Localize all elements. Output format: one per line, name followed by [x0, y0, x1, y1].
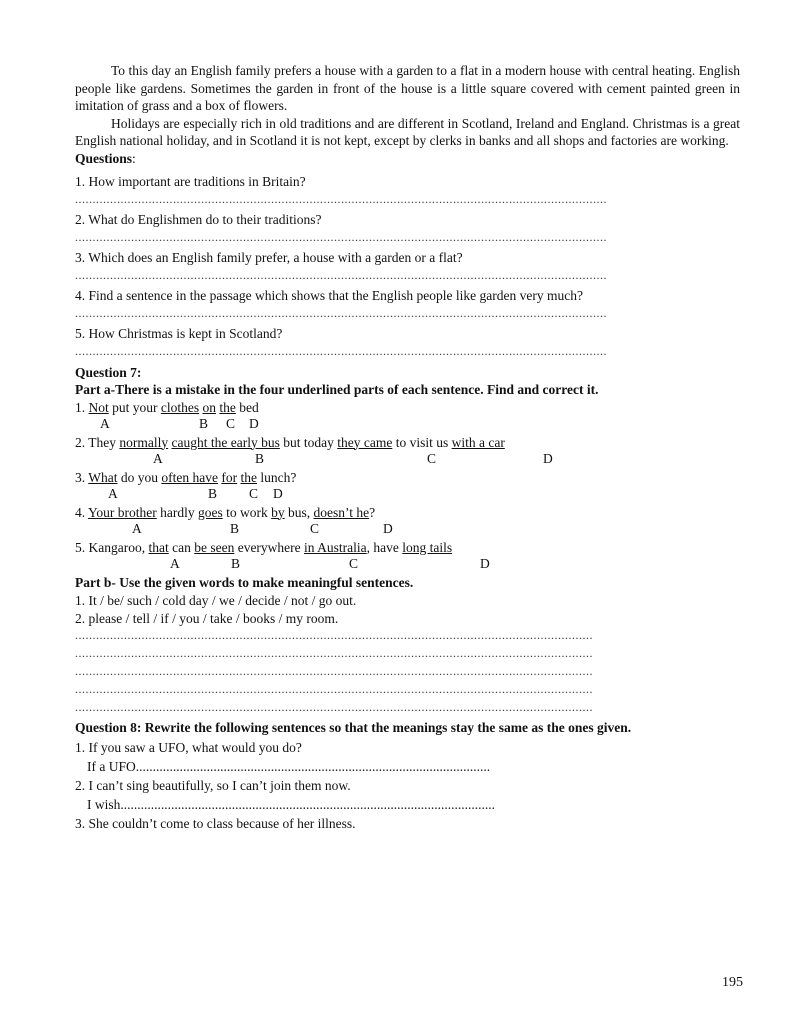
answer-line: ........................................................................................................................................................ [75, 267, 607, 282]
mistake-sentence-1: 1. Not put your clothes on the bed [75, 399, 259, 415]
question-1: 1. How important are traditions in Britain? [75, 173, 306, 189]
option-letters-4: A B C D [132, 520, 393, 536]
rewrite-sentence-3: 3. She couldn’t come to class because of her illness. [75, 815, 356, 831]
option-letters-2: A B C D [153, 450, 553, 466]
answer-line: .................................................................................................................................................... [75, 645, 593, 660]
answer-line: .................................................................................................................................................... [75, 699, 593, 714]
question-2: 2. What do Englishmen do to their traditions? [75, 211, 322, 227]
answer-line: ........................................................................................................................................................ [75, 191, 607, 206]
document-page [75, 62, 740, 833]
question-4: 4. Find a sentence in the passage which shows that the English people like garden very much? [75, 287, 583, 303]
page-number: 195 [722, 975, 743, 990]
mistake-sentence-3: 3. What do you often have for the lunch? [75, 469, 297, 485]
part-b-item-1: 1. It / be/ such / cold day / we / decide / not / go out. [75, 592, 357, 608]
option-letters-3: A B C D [108, 485, 283, 501]
question-3: 3. Which does an English family prefer, a house with a garden or a flat? [75, 249, 463, 265]
passage-paragraph-2: Holidays are especially rich in old traditions and are different in Scotland, Ireland and England. Christmas is a great English national holiday, and in Scotland it is not kept, except by clerks in banks and all shops and factories are working. [75, 115, 740, 148]
rewrite-prompt-2: I wish............................................................................................................... [87, 796, 495, 812]
option-letters-1: A B C D [100, 415, 259, 431]
mistake-sentence-2: 2. They normally caught the early bus but today they came to visit us with a car [75, 434, 505, 450]
part-a-title: Part a-There is a mistake in the four underlined parts of each sentence. Find and correct it. [75, 381, 599, 397]
question-8-title: Question 8: Rewrite the following sentences so that the meanings stay the same as the ones given. [75, 719, 632, 735]
part-b-item-2: 2. please / tell / if / you / take / books / my room. [75, 610, 339, 626]
mistake-sentence-4: 4. Your brother hardly goes to work by bus, doesn’t he? [75, 504, 376, 520]
question-7-title: Question 7: [75, 364, 142, 380]
answer-line: ........................................................................................................................................................ [75, 343, 607, 358]
passage-paragraph-1: To this day an English family prefers a house with a garden to a flat in a modern house with central heating. English people like gardens. Sometimes the garden in front of the house is a little square covered with cement painted green in imitation of grass and a box of flowers. [75, 63, 740, 113]
answer-line: .................................................................................................................................................... [75, 627, 593, 642]
answer-line: ........................................................................................................................................................ [75, 229, 607, 244]
answer-line: ........................................................................................................................................................ [75, 305, 607, 320]
rewrite-sentence-1: 1. If you saw a UFO, what would you do? [75, 739, 302, 755]
option-letters-5: A B C D [170, 555, 490, 571]
part-b-title: Part b- Use the given words to make meaningful sentences. [75, 574, 414, 590]
rewrite-prompt-1: If a UFO......................................................................................................... [87, 758, 491, 774]
answer-line: .................................................................................................................................................... [75, 663, 593, 678]
answer-line: .................................................................................................................................................... [75, 681, 593, 696]
rewrite-sentence-2: 2. I can’t sing beautifully, so I can’t join them now. [75, 777, 351, 793]
mistake-sentence-5: 5. Kangaroo, that can be seen everywhere in Australia, have long tails [75, 539, 453, 555]
questions-heading: Questions: [75, 150, 136, 166]
question-5: 5. How Christmas is kept in Scotland? [75, 325, 283, 341]
